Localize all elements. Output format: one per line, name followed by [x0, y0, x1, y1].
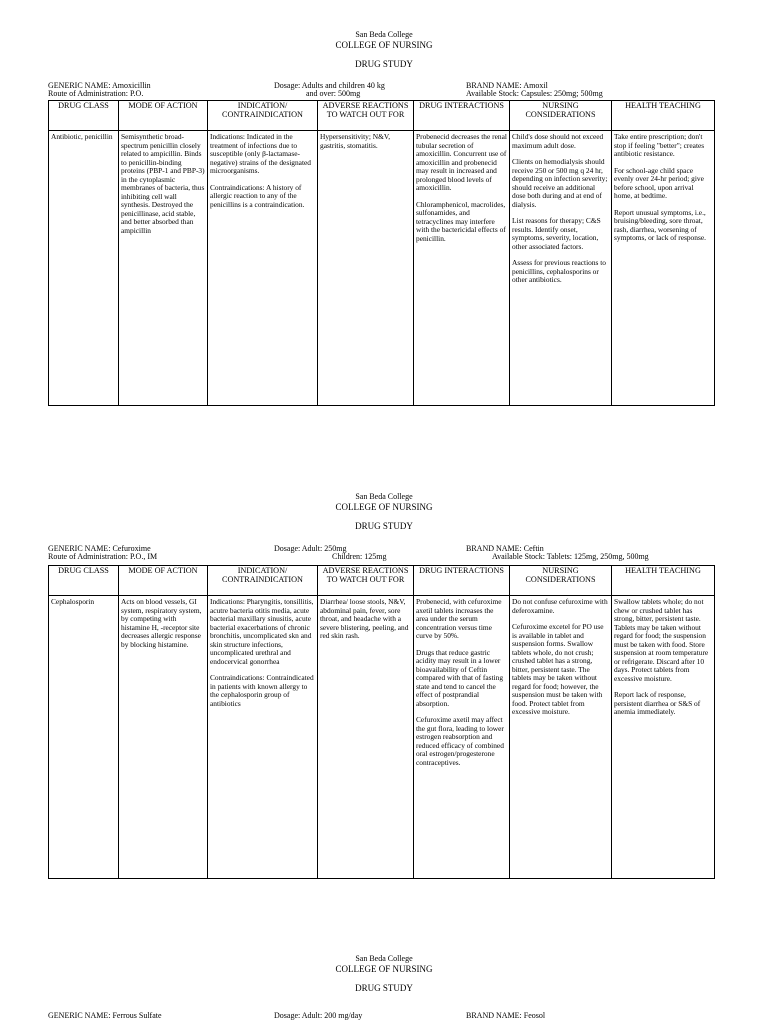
table-header-row [49, 566, 715, 596]
indication-contraindication-cell [208, 131, 318, 406]
drug-class-header: DRUG CLASS [49, 566, 119, 596]
college-name: COLLEGE OF NURSING [335, 40, 433, 50]
cell-paragraph: Swallow tablets whole; do not chew or crushed tablet has strong, bitter, persistent taste. Tablets may be taken without regard for food; the suspension must be taken with food. Store suspension at room temperature or refrigerate. Discard after 10 days. Protect tablets from excessive moisture. [614, 597, 709, 683]
adverse-reactions-cell [318, 131, 414, 406]
document-title: DRUG STUDY [355, 59, 413, 69]
drug-interactions-header: DRUG INTERACTIONS [414, 566, 510, 596]
cell-paragraph: Clients on hemodialysis should receive 250 or 500 mg q 24 hr, depending on infection severity; should receive an additional dose both during and at end of dialysis. [512, 157, 608, 209]
college-name: COLLEGE OF NURSING [335, 502, 433, 512]
drug-study-1 [0, 30, 768, 69]
indication-contraindication-cell [208, 596, 318, 879]
cell-paragraph: Contraindications: A history of allergic reaction to any of the penicillins is a contraindication. [210, 182, 305, 209]
available-stock: Available Stock: Tablets: 125mg, 250mg, 500mg [492, 552, 649, 561]
mode-of-action-header: MODE OF ACTION [119, 566, 208, 596]
cell-paragraph: Semisynthetic broad-spectrum penicillin closely related to ampicillin. Binds to penicillin-binding proteins (PBP-1 and PBP-3) in the cytoplasmic membranes of bacteria, thus inhibiting cell wall synthesis. Destroyed the penicillinase, acid stable, and better absorbed than ampicillin [121, 132, 205, 235]
adverse-reactions-header: ADVERSE REACTIONS TO WATCH OUT FOR [318, 101, 414, 131]
cell-paragraph: Assess for previous reactions to penicillins, cephalosporins or other antibiotics. [512, 258, 607, 284]
cell-paragraph: List reasons for therapy; C&S results. Identify onset, symptoms, severity, location, other associated factors. [512, 216, 601, 251]
school-name: San Beda College [355, 954, 413, 963]
drug-table-1 [48, 100, 715, 406]
brand-name: BRAND NAME: Amoxil [466, 81, 548, 90]
cell-paragraph: Cefuroxime excetel for PO use is available in tablet and suspension forms. Swallow tablets whole, do not crush; crushed tablet has a strong, bitter, persistent taste. The tablets may be taken without regard for food; however, the suspension must be taken with food. Protect tablet from excessive moisture. [512, 622, 604, 716]
route: Route of Administration: P.O. [48, 89, 144, 98]
cell-paragraph: Hypersensitivity; N&V, gastritis, stomatitis. [320, 132, 391, 150]
cell-paragraph: Diarrhea/ loose stools, N&V, abdominal pain, fever, sore throat, and headache with a severe blistering, peeling, and red skin rash. [320, 597, 409, 640]
drug-interactions-cell [414, 131, 510, 406]
generic-name: GENERIC NAME: Amoxicillin [48, 81, 151, 90]
indication-contraindication-header: INDICATION/ CONTRAINDICATION [208, 101, 318, 131]
generic-name: GENERIC NAME: Ferrous Sulfate [48, 1011, 162, 1020]
nursing-considerations-header: NURSING CONSIDERATIONS [510, 101, 612, 131]
nursing-considerations-header: NURSING CONSIDERATIONS [510, 566, 612, 596]
health-teaching-header: HEALTH TEACHING [612, 566, 715, 596]
header [0, 954, 768, 993]
dosage-cont: and over: 500mg [306, 89, 361, 98]
drug-study-3 [0, 954, 768, 993]
nursing-considerations-cell [510, 131, 612, 406]
drug-class-header: DRUG CLASS [49, 101, 119, 131]
cell-paragraph: For school-age child space evenly over 24-hr period; give before school, upon arrival home, at bedtime. [614, 165, 704, 200]
drug-study-2 [0, 492, 768, 531]
cell-paragraph: Cefuroxime axetil may affect the gut flora, leading to lower estrogen reabsorption and reduced efficacy of combined oral estrogen/progesterone contraceptives. [416, 715, 504, 767]
header [0, 492, 768, 531]
adverse-reactions-cell [318, 596, 414, 879]
cell-paragraph: Acts on blood vessels, GI system, respiratory system, by competing with histamine H, -receptor site decreases allergic response by blocking histamine. [121, 597, 202, 649]
cell-paragraph: Do not confuse cefuroxime with deferoxamine. [512, 597, 608, 615]
dosage: Dosage: Adult: 200 mg/day [274, 1011, 363, 1020]
mode-of-action-header: MODE OF ACTION [119, 101, 208, 131]
cell-paragraph: Contraindications: Contraindicated in patients with known allergy to the cephalosporin group of antibiotics [210, 673, 314, 708]
mode-of-action-cell [119, 596, 208, 879]
brand-name: BRAND NAME: Ceftin [466, 544, 544, 553]
school-name: San Beda College [355, 30, 413, 39]
adverse-reactions-header: ADVERSE REACTIONS TO WATCH OUT FOR [318, 566, 414, 596]
drug-class-cell [49, 596, 119, 879]
health-teaching-cell [612, 131, 715, 406]
cell-paragraph: Indications: Pharyngitis, tonsillitis, acutre bacteria otitis media, acute bacterial maxillary sinusitis, acute bacterial exacerbations of chronic bronchitis, uncomplicated skn and skin structure infections, uncomplicated urethral and endocervical gonorrhea [210, 597, 314, 666]
document-title: DRUG STUDY [355, 983, 413, 993]
drug-interactions-header: DRUG INTERACTIONS [414, 101, 510, 131]
route: Route of Administration: P.O., IM [48, 552, 158, 561]
college-name: COLLEGE OF NURSING [335, 964, 433, 974]
drug-table-2 [48, 565, 715, 879]
cell-paragraph: Chloramphenicol, macrolides, sulfonamides, and tetracyclines may interfere with the bactericidal effects of penicillin. [416, 199, 506, 243]
nursing-considerations-cell [510, 596, 612, 879]
health-teaching-header: HEALTH TEACHING [612, 101, 715, 131]
cell-paragraph: Report unusual symptoms, i.e., bruising/bleeding, sore throat, rash, diarrhea, worsening of symptoms, or lack of response. [614, 207, 706, 242]
cell-paragraph: Drugs that reduce gastric acidity may result in a lower bioavailability of Ceftin compared with that of fasting state and tend to cancel the effect of postprandial absorption. [416, 647, 504, 708]
generic-name: GENERIC NAME: Cefuroxime [48, 544, 151, 553]
cell-paragraph: Report lack of response, persistent diarrhea or S&S of anemia immediately. [614, 690, 701, 716]
dosage-cont: Children: 125mg [332, 552, 387, 561]
mode-of-action-cell [119, 131, 208, 406]
school-name: San Beda College [355, 492, 413, 501]
drug-class-cell [49, 131, 119, 406]
document-title: DRUG STUDY [355, 521, 413, 531]
health-teaching-cell [612, 596, 715, 879]
cell-paragraph: Indications: Indicated in the treatment of infections due to susceptible (only β-lactamase-negative) strains of the designated microorganisms. [210, 132, 311, 175]
available-stock: Available Stock: Capsules: 250mg; 500mg [466, 89, 603, 98]
drug-interactions-cell [414, 596, 510, 879]
cell-paragraph: Take entire prescription; don't stop if feeling "better"; creates antibiotic resistance. [614, 132, 705, 158]
cell-paragraph: Probenecid decreases the renal tubular secretion of amoxicillin. Concurrent use of amoxicillin and probenecid may result in increased and prolonged blood levels of amoxicillin. [416, 132, 507, 192]
dosage: Dosage: Adults and children 40 kg [274, 81, 385, 90]
cell-paragraph: Probenecid, with cefuroxime axetil tablets increases the area under the serum concentration versus time curve by 50%. [416, 597, 502, 640]
cell-paragraph: Cephalosporin [51, 597, 95, 606]
cell-paragraph: Child's dose should not exceed maximum adult dose. [512, 132, 604, 150]
table-row [49, 131, 715, 406]
indication-contraindication-header: INDICATION/ CONTRAINDICATION [208, 566, 318, 596]
table-row [49, 596, 715, 879]
dosage: Dosage: Adult: 250mg [274, 544, 347, 553]
header [0, 30, 768, 69]
brand-name: BRAND NAME: Feosol [466, 1011, 546, 1020]
cell-paragraph: Antibiotic, penicillin [51, 132, 113, 141]
table-header-row [49, 101, 715, 131]
